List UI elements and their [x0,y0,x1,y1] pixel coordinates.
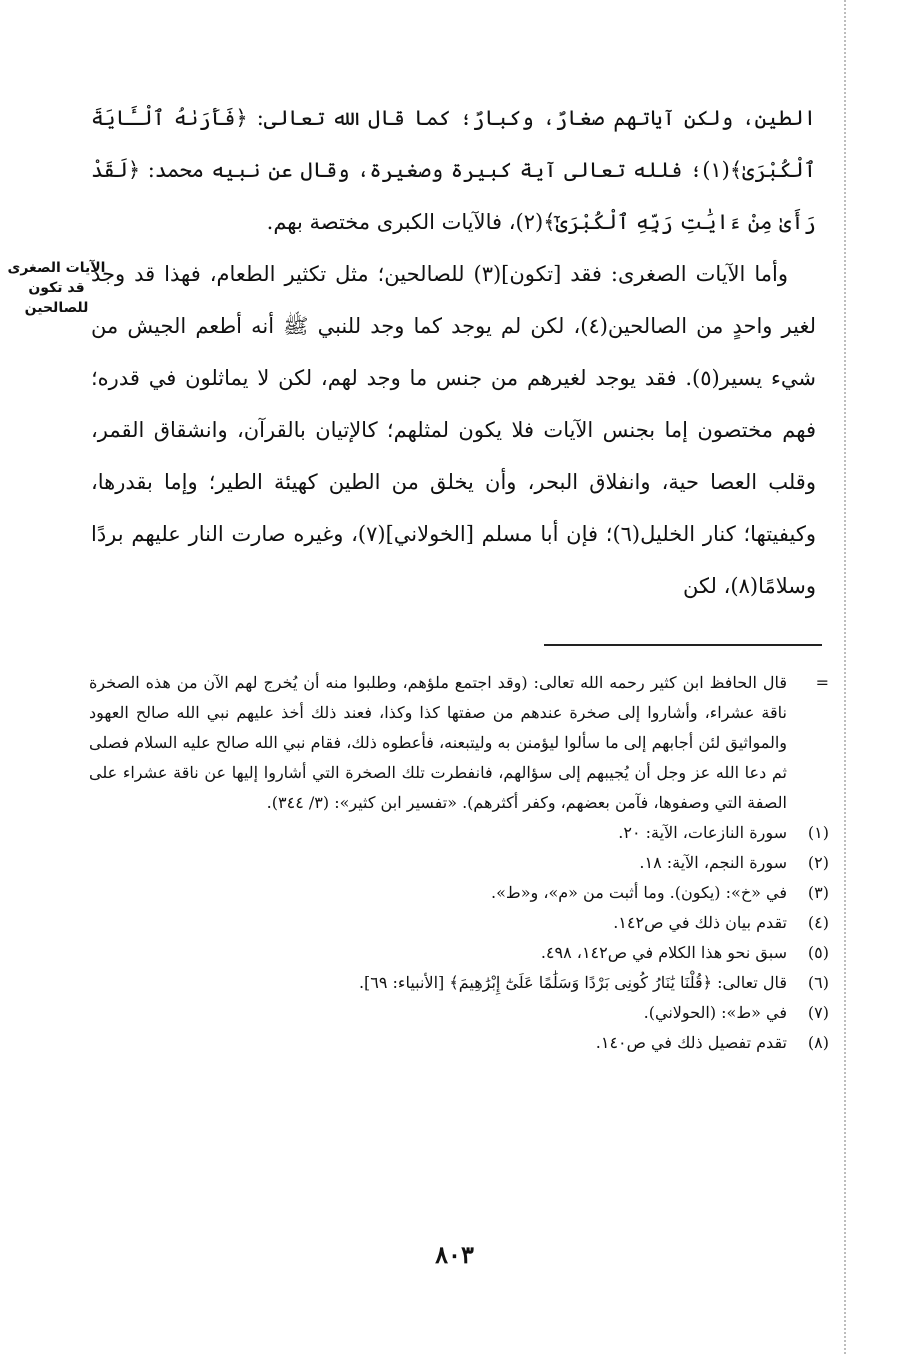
footnote-item [89,1028,829,1058]
footnote-number: (٨) [807,1033,829,1052]
footnote-item [89,878,829,908]
footnote-number: (٦) [807,973,829,992]
footnote-text: سبق نحو هذا الكلام في ص١٤٢، ٤٩٨. [540,943,787,962]
footnote-number: (٣) [807,883,829,902]
footnote-text: سورة النجم، الآية: ١٨. [639,853,787,872]
footnote-item [89,998,829,1028]
margin-dotted-line [844,0,846,1354]
side-note: الآيات الصغرى قد تكون للصالحين [7,260,106,316]
footnote-item [89,938,829,968]
footnote-text: في «خ»: (يكون). وما أثبت من «م»، و«ط». [491,883,787,902]
page-number: ٨٠٣ [435,1240,474,1269]
footnote-separator [544,644,822,646]
footnote-number: (١) [807,823,829,842]
footnote-number: (٢) [807,853,829,872]
footnotes [89,668,829,1058]
footnote-item [89,848,829,878]
footnote-text: تقدم بيان ذلك في ص١٤٢. [613,913,787,932]
footnote-number: (٧) [807,1003,829,1022]
main-text [91,92,816,612]
footnote-number: (٤) [807,913,829,932]
footnote-text: قال تعالى: ﴿قُلْنَا يَٰنَارُ كُونِى بَرْدًا وَسَلَٰمًا عَلَىٰٓ إِبْرَٰهِيمَ﴾ [الأنبياء: ٦٩]. [358,973,787,992]
footnote-text: تقدم تفصيل ذلك في ص١٤٠. [595,1033,787,1052]
continuation-marker: = [815,673,829,692]
footnote-continuation [89,668,829,818]
continuation-text: قال الحافظ ابن كثير رحمه الله تعالى: (وقد اجتمع ملؤهم، وطلبوا منه أن يُخرج لهم الآن من هذه الصخرة ناقة عشراء، وأشاروا إلى صخرة عندهم من صفتها كذا وكذا، فعند ذلك أخذ عليهم نبي الله صالح العهود والمواثيق لئن أجابهم إلى ما سألوا ليؤمنن به وليتبعنه، فأعطوه ذلك، فقام نبي الله صالح عليه السلام فصلى ثم دعا الله عز وجل أن يُجيبهم إلى سؤالهم، فانفطرت تلك الصخرة التي أشاروا إليها عن ناقة عشراء على الصفة التي وصفوها، فآمن بعضهم، وكفر أكثرهم). «تفسير ابن كثير»: (٣/ ٣٤٤). [89,673,788,812]
footnote-text: سورة النازعات، الآية: ٢٠. [618,823,787,842]
paragraph: الطين، ولكن آياتهم صغارٌ، وكبارٌ؛ كما قال الله تعالى: ﴿فَأَرَىٰهُ ٱلْـَٔايَةَ ٱلْكُبْرَىٰ﴾(١)؛ فلله تعالى آية كبيرة وصغيرة، وقال عن نبيه محمد: ﴿لَقَدْ رَأَىٰ مِنْ ءَايَٰتِ رَبِّهِ ٱلْكُبْرَىٰٓ﴾(٢)، فالآيات الكبرى مختصة بهم. [91,106,816,234]
paragraph: وأما الآيات الصغرى: فقد [تكون](٣) للصالحين؛ مثل تكثير الطعام، فهذا قد وجد لغير واحدٍ من الصالحين(٤)، لكن لم يوجد كما وجد للنبي ﷺ أنه أطعم الجيش من شيء يسير(٥). فقد يوجد لغيرهم من جنس ما وجد لهم، لكن لا يماثلون في قدره؛ فهم مختصون إما بجنس الآيات فلا يكون لمثلهم؛ كالإتيان بالقرآن، وانشقاق القمر، وقلب العصا حية، وانفلاق البحر، وأن يخلق من الطين كهيئة الطير؛ وإما بقدرها، وكيفيتها؛ كنار الخليل(٦)؛ فإن أبا مسلم [الخولاني](٧)، وغيره صارت النار عليهم بردًا وسلامًا(٨)، لكن [91,262,816,598]
footnote-item [89,818,829,848]
footnote-item [89,908,829,938]
footnote-list [89,818,829,1058]
footnote-number: (٥) [807,943,829,962]
footnote-item [89,968,829,998]
footnote-text: في «ط»: (الحولاني). [643,1003,787,1022]
